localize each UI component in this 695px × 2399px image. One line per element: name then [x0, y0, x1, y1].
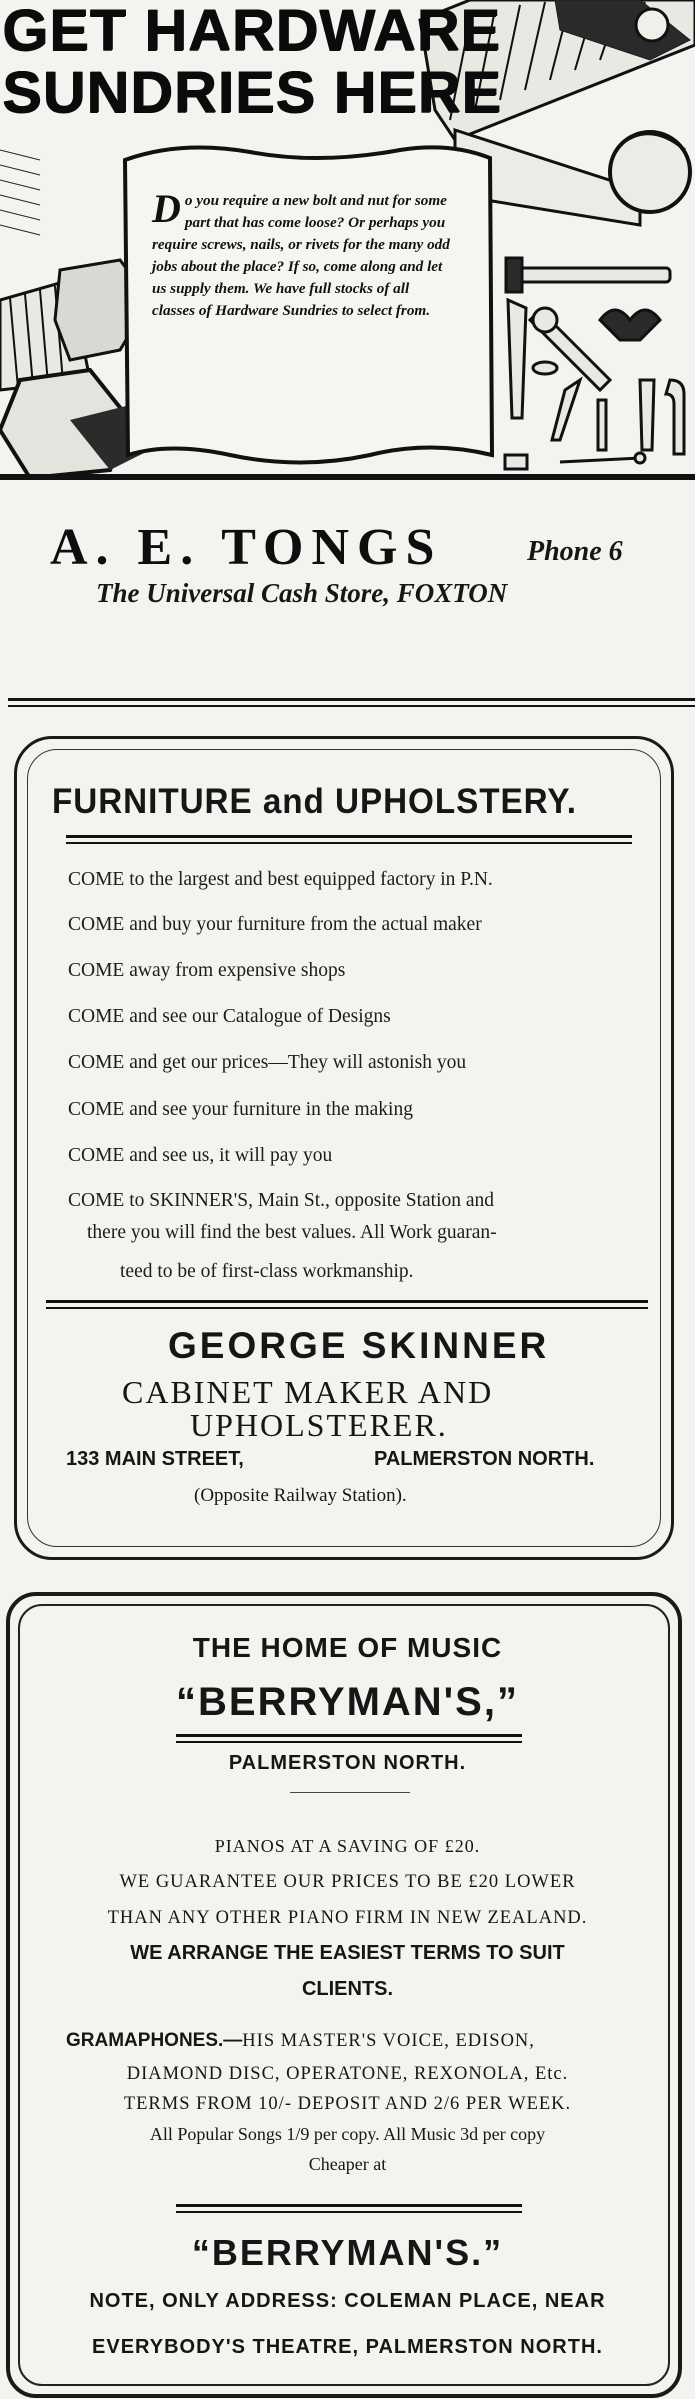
furniture-line-7: COME and see us, it will pay you [68, 1145, 333, 1166]
furniture-ad-title: FURNITURE and UPHOLSTERY. [52, 782, 577, 821]
music-terms-2: CLIENTS. [301, 1978, 394, 2000]
hardware-dropcap: D [152, 186, 181, 231]
furniture-title-underline [66, 835, 632, 844]
furniture-trade-line-2: UPHOLSTERER. [190, 1407, 448, 1443]
furniture-line-4: COME and see our Catalogue of Designs [68, 1006, 391, 1027]
furniture-line-3: COME away from expensive shops [68, 960, 346, 981]
music-note-1: NOTE, ONLY ADDRESS: COLEMAN PLACE, NEAR [89, 2290, 606, 2312]
furniture-maker-name: GEORGE SKINNER [168, 1325, 550, 1366]
music-gramophones-2: DIAMOND DISC, OPERATONE, REXONOLA, Etc. [126, 2064, 569, 2084]
hardware-headline-line-1: GET HARDWARE [2, 0, 501, 63]
furniture-trade-line-1: CABINET MAKER AND [122, 1374, 494, 1410]
store-name: The Universal Cash Store, FOXTON [96, 578, 508, 608]
section-divider-thin [8, 705, 695, 707]
hardware-body-copy: o you require a new bolt and nut for some part that has come loose? Or perhaps you require screws, nails, or rivets for the many odd jobs about the place? If so, come along and let us supply them. We have full stocks of all classes of Hardware Sundries to select from. [152, 192, 450, 319]
music-songs: All Popular Songs 1/9 per copy. All Music 3d per copy [149, 2124, 546, 2144]
furniture-line-8: COME to SKINNER'S, Main St., opposite Station and [68, 1190, 495, 1211]
hardware-body-text [152, 186, 452, 322]
store-owner-name: A. E. TONGS [50, 519, 443, 576]
music-gramophones-line [66, 2030, 535, 2052]
furniture-line-9: there you will find the best values. All Work guaran- [87, 1222, 497, 1243]
furniture-location-note: (Opposite Railway Station). [194, 1485, 407, 1506]
furniture-street-address: 133 MAIN STREET, [66, 1448, 244, 1470]
furniture-line-10: teed to be of first-class workmanship. [120, 1261, 414, 1282]
music-short-rule [290, 1792, 410, 1793]
hardware-advertisement [0, 0, 695, 480]
music-gramophones-brands: HIS MASTER'S VOICE, EDISON, [242, 2031, 535, 2051]
music-city: PALMERSTON NORTH. [228, 1752, 467, 1774]
music-gramophones-label: GRAMAPHONES.— [66, 2030, 243, 2051]
section-divider-thick [8, 698, 695, 701]
music-terms-1: WE ARRANGE THE EASIEST TERMS TO SUIT [130, 1942, 565, 1964]
music-guarantee-1: WE GUARANTEE OUR PRICES TO BE £20 LOWER [119, 1872, 576, 1892]
music-store-name-2: “BERRYMAN'S.” [191, 2232, 504, 2273]
furniture-line-2: COME and buy your furniture from the actual maker [68, 914, 482, 935]
phone-number: Phone 6 [527, 536, 623, 567]
music-guarantee-2: THAN ANY OTHER PIANO FIRM IN NEW ZEALAND. [107, 1908, 588, 1928]
music-store-name: “BERRYMAN'S,” [176, 1680, 519, 1724]
music-cheaper: Cheaper at [308, 2154, 387, 2174]
music-name-underline [176, 1734, 522, 1743]
furniture-line-1: COME to the largest and best equipped factory in P.N. [68, 869, 493, 890]
furniture-city: PALMERSTON NORTH. [374, 1448, 595, 1470]
music-gramophones-3: TERMS FROM 10/- DEPOSIT AND 2/6 PER WEEK. [123, 2094, 572, 2114]
furniture-divider [46, 1300, 648, 1309]
furniture-line-5: COME and get our prices—They will astonish you [68, 1052, 467, 1073]
music-divider [176, 2204, 522, 2213]
music-heading: THE HOME OF MUSIC [192, 1632, 503, 1663]
hardware-headline-line-2: SUNDRIES HERE [2, 60, 502, 125]
music-note-2: EVERYBODY'S THEATRE, PALMERSTON NORTH. [92, 2336, 603, 2358]
furniture-line-6: COME and see your furniture in the making [68, 1099, 413, 1120]
music-pianos: PIANOS AT A SAVING OF £20. [214, 1836, 481, 1856]
